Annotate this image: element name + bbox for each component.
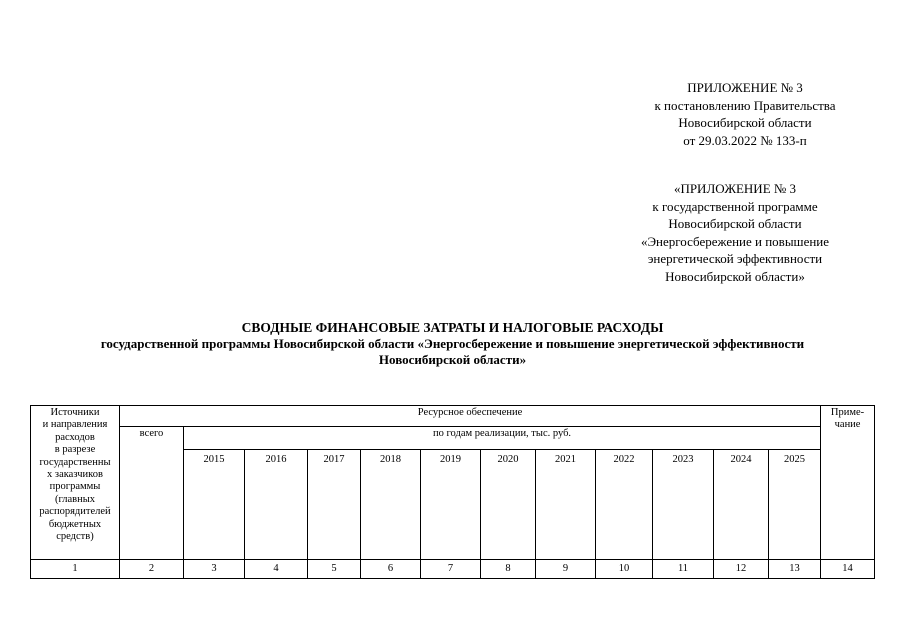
header-year: 2024 xyxy=(714,450,769,560)
header-note-line: Приме- xyxy=(830,407,865,418)
column-number: 13 xyxy=(769,560,821,579)
column-number-row xyxy=(31,560,875,579)
program-attachment-line: «ПРИЛОЖЕНИЕ № 3 xyxy=(673,181,797,196)
column-number: 12 xyxy=(714,560,769,579)
header-total: всего xyxy=(120,427,184,560)
header-year: 2021 xyxy=(536,450,596,560)
column-number: 5 xyxy=(308,560,361,579)
header-year: 2016 xyxy=(245,450,308,560)
header-year: 2017 xyxy=(308,450,361,560)
column-number: 9 xyxy=(536,560,596,579)
column-number: 1 xyxy=(31,560,120,579)
header-year: 2018 xyxy=(361,450,421,560)
header-sources-line: в разрезе xyxy=(54,444,96,456)
program-attachment-line: «Энергосбережение и повышение xyxy=(640,233,830,249)
program-attachment-line: энергетической эффективности xyxy=(647,251,823,267)
program-attachment-line: к государственной программе xyxy=(652,198,818,214)
header-sources xyxy=(31,406,120,560)
header-year: 2019 xyxy=(421,450,481,560)
resolution-attachment-line: ПРИЛОЖЕНИЕ № 3 xyxy=(687,80,803,95)
header-year: 2020 xyxy=(481,450,536,560)
header-sources-line: расходов xyxy=(55,431,95,443)
column-number: 10 xyxy=(596,560,653,579)
column-number: 8 xyxy=(481,560,536,579)
column-number: 11 xyxy=(653,560,714,579)
header-sources-line: и направления xyxy=(42,419,108,431)
resolution-attachment-line: к постановлению Правительства xyxy=(654,97,836,113)
column-number: 4 xyxy=(245,560,308,579)
header-by-years: по годам реализации, тыс. руб. xyxy=(184,427,821,450)
header-year: 2015 xyxy=(184,450,245,560)
header-sources-line: распорядителей xyxy=(39,506,111,518)
header-year: 2025 xyxy=(769,450,821,560)
header-sources-line: программы xyxy=(49,481,101,493)
column-number: 14 xyxy=(821,560,875,579)
column-number: 7 xyxy=(421,560,481,579)
title-line-2: государственной программы Новосибирской области «Энергосбережение и повышение энергетической эффективности xyxy=(100,336,805,351)
column-number: 6 xyxy=(361,560,421,579)
header-note-line: чание xyxy=(834,419,861,431)
header-year: 2022 xyxy=(596,450,653,560)
resolution-attachment-line: Новосибирской области xyxy=(678,115,812,131)
program-attachment-line: Новосибирской области» xyxy=(665,268,805,284)
title-line-1: СВОДНЫЕ ФИНАНСОВЫЕ ЗАТРАТЫ И НАЛОГОВЫЕ РАСХОДЫ xyxy=(241,320,664,335)
financial-table xyxy=(30,405,875,579)
header-sources-line: средств) xyxy=(56,531,94,543)
program-attachment-block xyxy=(605,180,865,286)
program-attachment-line: Новосибирской области xyxy=(668,216,802,232)
header-sources-line: государственны xyxy=(39,456,111,468)
title-line-3: Новосибирской области» xyxy=(378,352,527,367)
header-resource-provision: Ресурсное обеспечение xyxy=(120,406,821,427)
resolution-attachment-block xyxy=(620,79,870,149)
header-note xyxy=(821,406,875,560)
column-number: 3 xyxy=(184,560,245,579)
header-sources-line: х заказчиков xyxy=(47,469,103,481)
document-title xyxy=(20,320,885,368)
header-sources-line: бюджетных xyxy=(48,518,102,530)
resolution-attachment-line: от 29.03.2022 № 133-п xyxy=(683,132,807,148)
header-sources-line: (главных xyxy=(54,493,96,505)
header-year: 2023 xyxy=(653,450,714,560)
column-number: 2 xyxy=(120,560,184,579)
header-sources-line: Источники xyxy=(50,407,100,418)
